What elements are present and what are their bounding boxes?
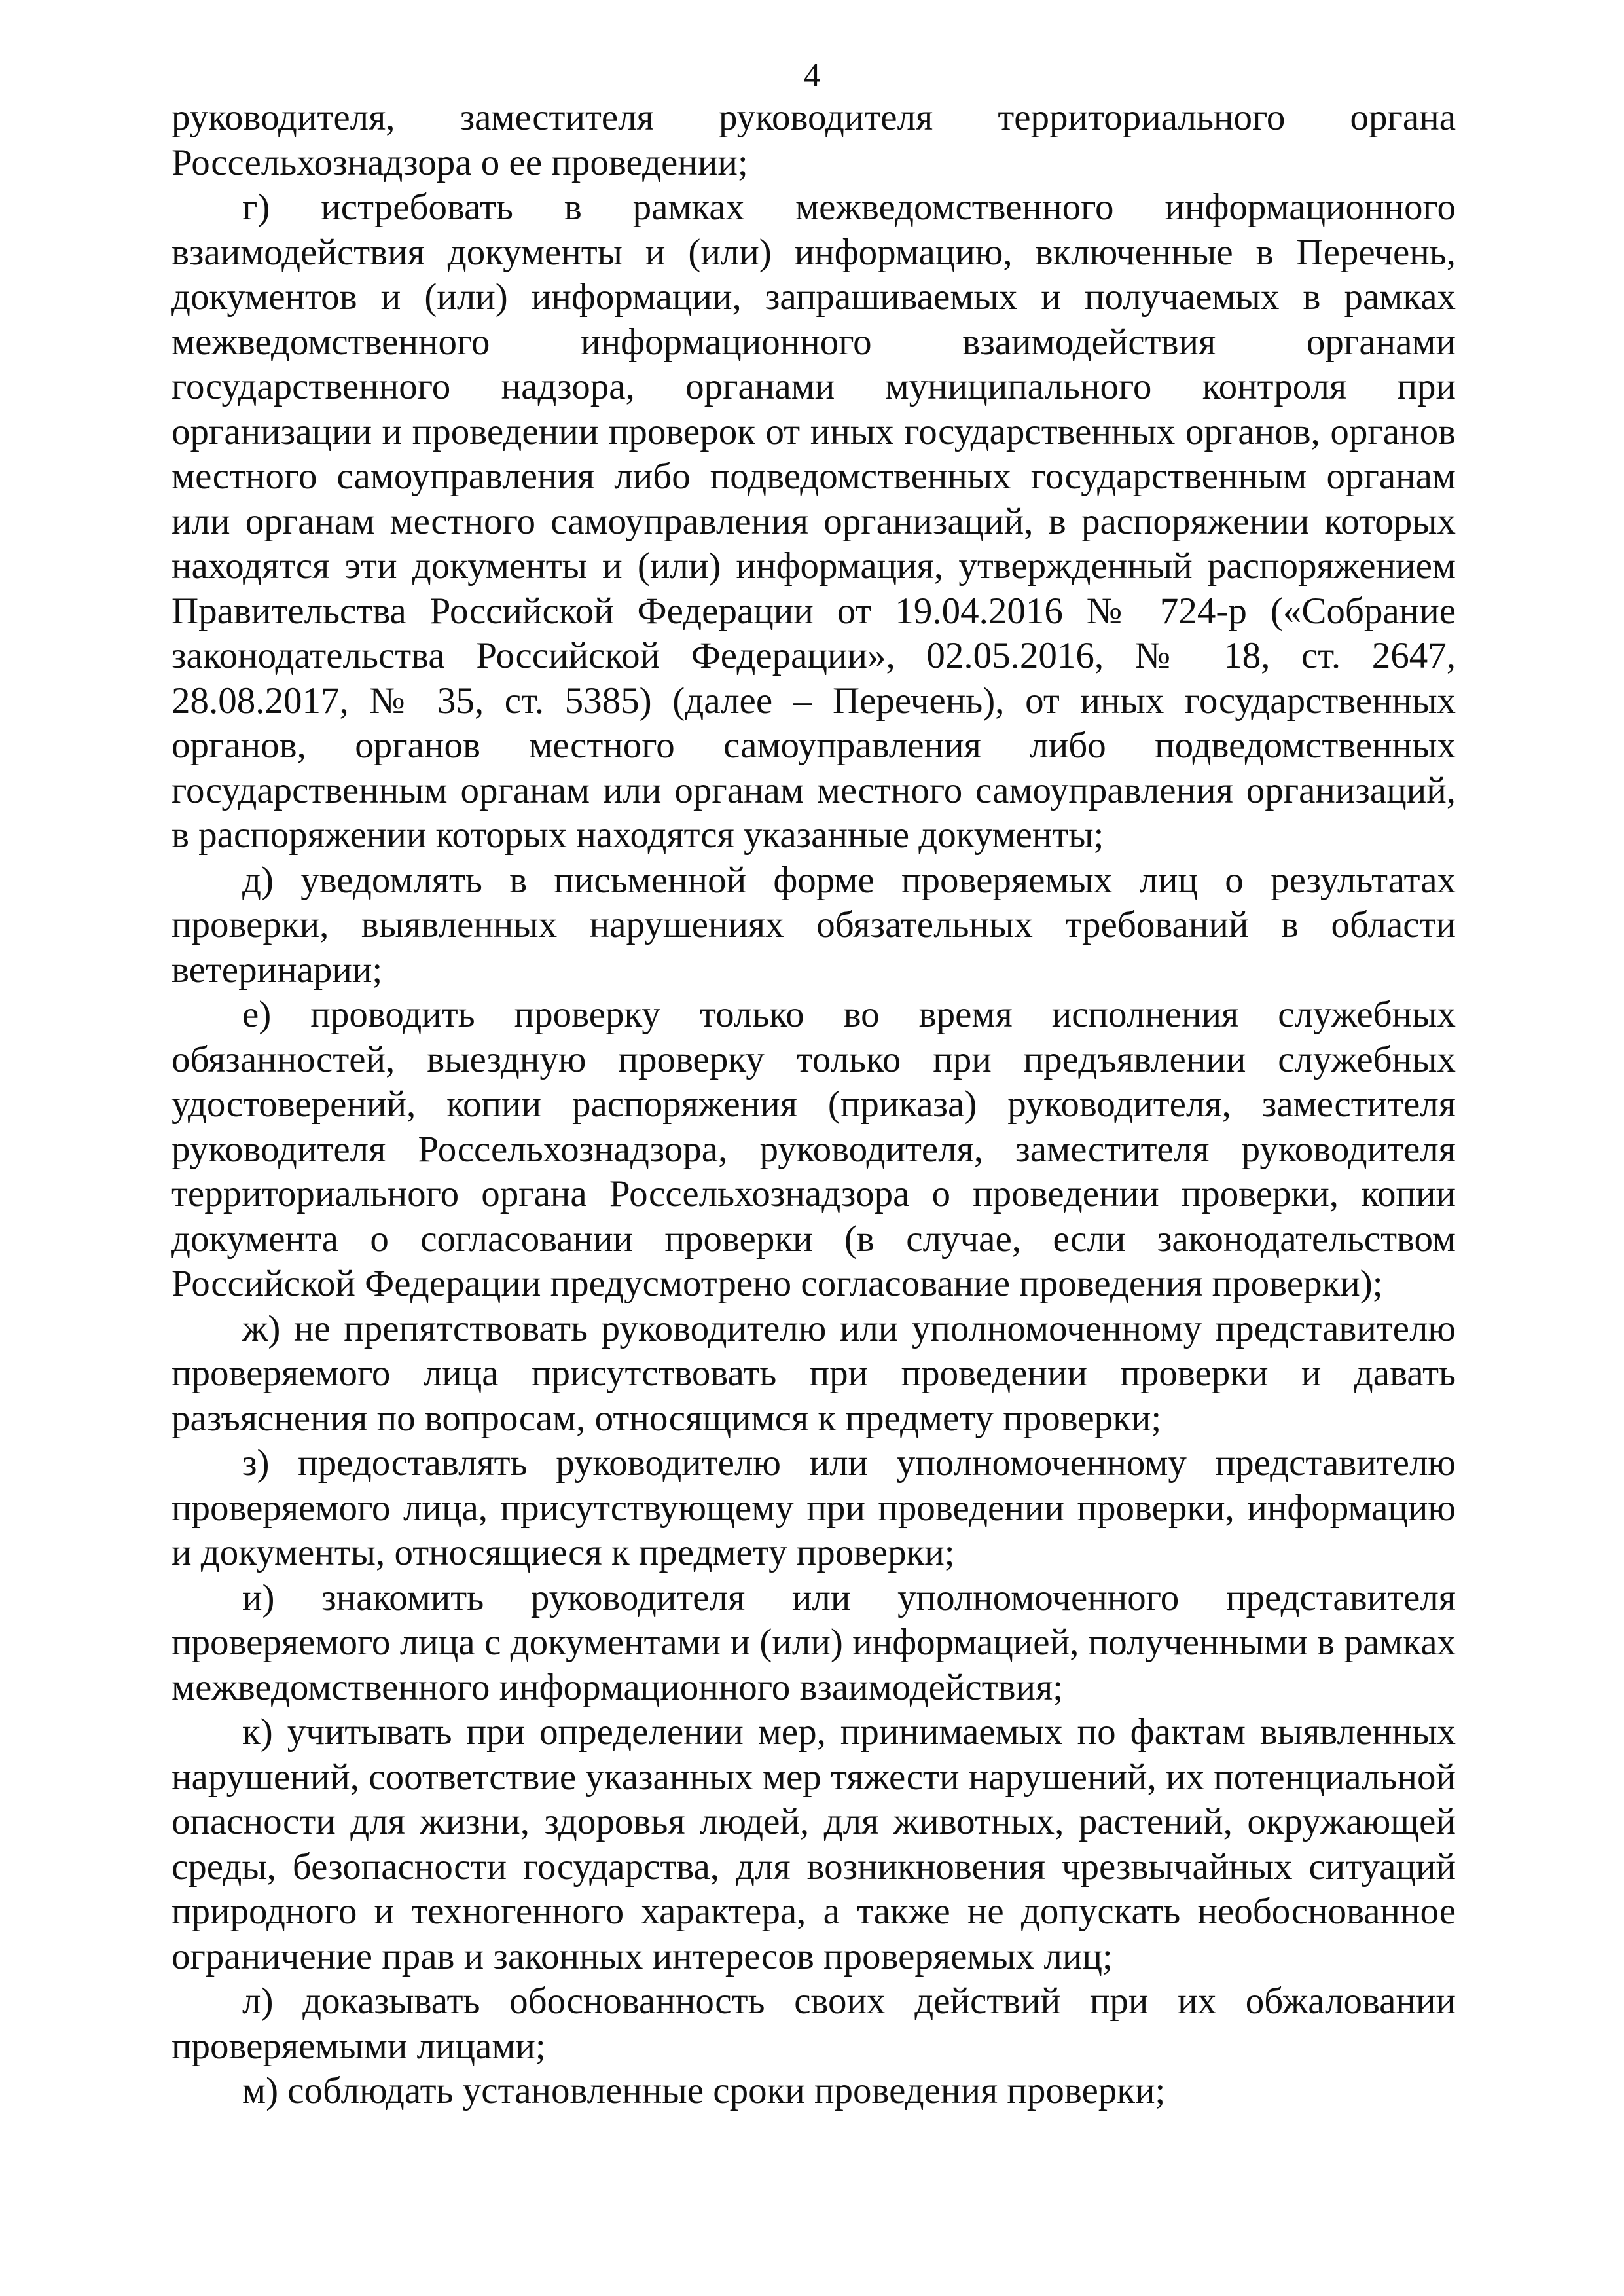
- document-body: [171, 96, 1456, 2114]
- paragraph-item-i: и) знакомить руководителя или уполномоченного представителя проверяемого лица с документами и (или) информацией, полученными в рамках межведомственного информационного взаимодействия;: [171, 1576, 1456, 1708]
- paragraph-item-l: л) доказывать обоснованность своих действий при их обжаловании проверяемыми лицами;: [171, 1980, 1456, 2067]
- paragraph-item-d: д) уведомлять в письменной форме проверяемых лиц о результатах проверки, выявленных нарушениях обязательных требований в области ветеринарии;: [171, 859, 1456, 991]
- paragraph-item-k: к) учитывать при определении мер, принимаемых по фактам выявленных нарушений, соответствие указанных мер тяжести нарушений, их потенциальной опасности для жизни, здоровья людей, для животных, растений, окружающей среды, безопасности государства, для возникновения чрезвычайных ситуаций природного и техногенного характера, а также не допускать необоснованное ограничение прав и законных интересов проверяемых лиц;: [171, 1711, 1456, 1977]
- paragraph-item-g: г) истребовать в рамках межведомственного информационного взаимодействия документы и (или) информацию, включенные в Перечень, документов и (или) информации, запрашиваемых и получаемых в рамках межведомственного информационного взаимодействия органами государственного надзора, органами муниципального контроля при организации и проведении проверок от иных государственных органов, органов местного самоуправления либо подведомственных государственным органам или органам местного самоуправления организаций, в распоряжении которых находятся эти документы и (или) информация, утвержденный распоряжением Правительства Российской Федерации от 19.04.2016 № 724-р («Собрание законодательства Российской Федерации», 02.05.2016, № 18, ст. 2647, 28.08.2017, № 35, ст. 5385) (далее – Перечень), от иных государственных органов, органов местного самоуправления либо подведомственных государственным органам или органам местного самоуправления организаций, в распоряжении которых находятся указанные документы;: [171, 187, 1456, 856]
- page-number: 4: [803, 57, 821, 94]
- paragraph-item-z: з) предоставлять руководителю или уполномоченному представителю проверяемого лица, присутствующему при проведении проверки, информацию и документы, относящиеся к предмету проверки;: [171, 1442, 1456, 1573]
- paragraph-item-zh: ж) не препятствовать руководителю или уполномоченному представителю проверяемого лица присутствовать при проведении проверки и давать разъяснения по вопросам, относящимся к предмету проверки;: [171, 1307, 1456, 1439]
- paragraph-item-e: е) проводить проверку только во время исполнения служебных обязанностей, выездную проверку только при предъявлении служебных удостоверений, копии распоряжения (приказа) руководителя, заместителя руководителя Россельхознадзора, руководителя, заместителя руководителя территориального органа Россельхознадзора о проведении проверки, копии документа о согласовании проверки (в случае, если законодательством Российской Федерации предусмотрено согласование проведения проверки);: [171, 994, 1456, 1304]
- paragraph-continuation: руководителя, заместителя руководителя территориального органа Россельхознадзора о ее проведении;: [171, 97, 1456, 183]
- paragraph-item-m: м) соблюдать установленные сроки проведения проверки;: [242, 2070, 1166, 2111]
